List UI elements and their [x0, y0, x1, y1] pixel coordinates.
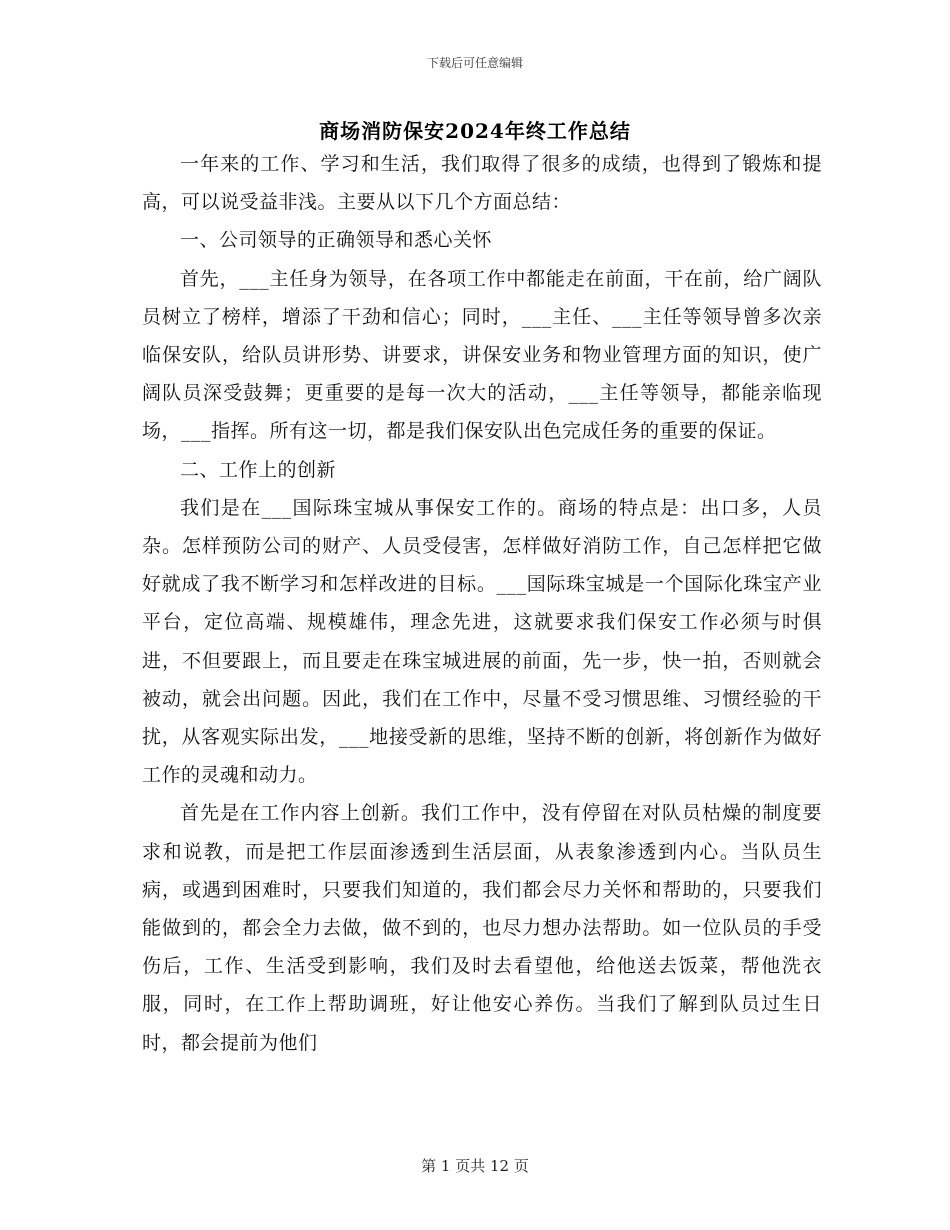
document-title: 商场消防保安2024年终工作总结 [319, 119, 631, 143]
paragraph-intro: 一年来的工作、学习和生活，我们取得了很多的成绩，也得到了锻炼和提高，可以说受益非浅。主要从以下几个方面总结： [142, 153, 822, 214]
section-heading-1: 一、公司领导的正确领导和悉心关怀 [180, 229, 493, 252]
section-heading-2: 二、工作上的创新 [180, 458, 337, 481]
page-number: 第 1 页共 12 页 [421, 1157, 529, 1175]
paragraph-innovation: 我们是在___国际珠宝城从事保安工作的。商场的特点是：出口多，人员杂。怎样预防公司的财产、人员受侵害，怎样做好消防工作，自己怎样把它做好就成了我不断学习和怎样改进的目标。___国际珠宝城是一个国际化珠宝产业平台，定位高端、规模雄伟，理念先进，这就要求我们保安工作必须与时俱进，不但要跟上，而且要走在珠宝城进展的前面，先一步，快一拍，否则就会被动，就会出问题。因此，我们在工作中，尽量不受习惯思维、习惯经验的干扰，从客观实际出发，___地接受新的思维，坚持不断的创新，将创新作为做好工作的灵魂和动力。 [142, 496, 822, 787]
paragraph-content-innovation: 首先是在工作内容上创新。我们工作中，没有停留在对队员枯燥的制度要求和说教，而是把工作层面渗透到生活层面，从表象渗透到内心。当队员生病，或遇到困难时，只要我们知道的，我们都会尽力关怀和帮助的，只要我们能做到的，都会全力去做，做不到的，也尽力想办法帮助。如一位队员的手受伤后，工作、生活受到影响，我们及时去看望他，给他送去饭菜，帮他洗衣服，同时，在工作上帮助调班，好让他安心养伤。当我们了解到队员过生日时，都会提前为他们 [142, 802, 822, 1054]
document-body [142, 145, 822, 1062]
paragraph-leadership: 首先，___主任身为领导，在各项工作中都能走在前面，干在前，给广阔队员树立了榜样，增添了干劲和信心；同时，___主任、___主任等领导曾多次亲临保安队，给队员讲形势、讲要求，讲保安业务和物业管理方面的知识，使广阔队员深受鼓舞；更重要的是每一次大的活动，___主任等领导，都能亲临现场，___指挥。所有这一切，都是我们保安队出色完成任务的重要的保证。 [142, 267, 822, 443]
header-note: 下载后可任意编辑 [426, 56, 523, 70]
